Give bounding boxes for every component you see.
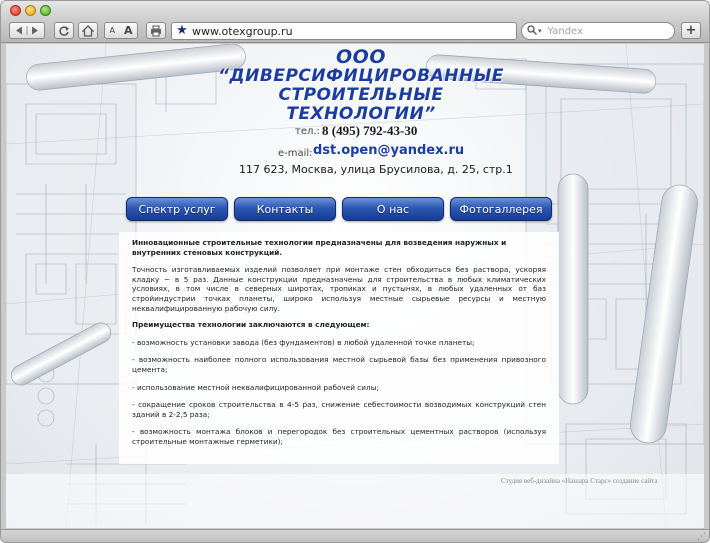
- new-tab-button[interactable]: +: [681, 22, 701, 39]
- studio-credit-link[interactable]: Студия веб-дизайна «Нашара Старс» создание сайта: [501, 477, 658, 485]
- search-icon: [527, 25, 537, 38]
- email-link[interactable]: dst.open@yandex.ru: [313, 143, 465, 158]
- description-paragraph: Точность изготавливаемых изделий позволяет при монтаже стен обходиться без раствора, ускоряя кладку ~ в 5 раз. Данные конструкции предназначены для строительства в любых климатических условиях, в том числе в северных широтах, тропиках и пустынях, в любых удаленных от баз стройиндустрии точках планеты, широко используя местные сырьевые ресурсы и местную неквалифицированную рабочую силу.: [132, 265, 546, 313]
- close-window-button[interactable]: [10, 5, 21, 16]
- company-name-line-2: СТРОИТЕЛЬНЫЕ: [278, 85, 444, 105]
- status-bar: [1, 529, 709, 543]
- company-prefix: ООО: [336, 46, 386, 68]
- url-text: www.otexgroup.ru: [192, 24, 293, 38]
- main-navigation: [126, 197, 556, 223]
- advantage-item: - сокращение сроков строительства в 4-5 раз, снижение себестоимости возводимых конструкций стен зданий в 2-2,5 раза;: [132, 400, 546, 419]
- advantages-heading: Преимущества технологии заключаются в следующем:: [132, 320, 370, 330]
- advantage-item: - использование местной неквалифицированной рабочей силы;: [132, 382, 379, 392]
- advantage-item: - возможность монтажа блоков и перегородок без строительных цементных растворов (используя строительные монтажные герметики);: [132, 427, 546, 446]
- text-size-control: [104, 22, 138, 39]
- resize-grip-icon[interactable]: ⋰: [697, 532, 706, 542]
- minimize-window-button[interactable]: [25, 5, 36, 16]
- nav-contacts-button[interactable]: Контакты: [234, 197, 336, 221]
- printer-icon: [150, 25, 162, 37]
- back-forward-button[interactable]: [9, 22, 45, 39]
- bookmark-star-icon[interactable]: ★: [176, 23, 188, 38]
- home-button[interactable]: [78, 22, 98, 39]
- reload-icon: [58, 25, 70, 37]
- company-name-line-3: ТЕХНОЛОГИИ”: [286, 104, 436, 124]
- contact-block: [6, 44, 704, 184]
- page-content: [6, 44, 704, 528]
- main-text-panel: [119, 232, 559, 464]
- reload-button[interactable]: [54, 22, 74, 39]
- advantage-item: - возможность установки завода (без фундаментов) в любой удаленной точке планеты;: [132, 337, 475, 347]
- phone-label: тел.:: [295, 126, 320, 137]
- nav-services-button[interactable]: Спектр услуг: [126, 197, 228, 221]
- text-bigger-button[interactable]: A: [123, 24, 133, 37]
- email-label: e-mail:: [278, 148, 313, 159]
- nav-about-button[interactable]: О нас: [342, 197, 444, 221]
- zoom-window-button[interactable]: [40, 5, 51, 16]
- search-placeholder: Yandex: [547, 25, 583, 37]
- advantage-item: - возможность наиболее полного использования местной сырьевой базы без применения привозного цемента;: [132, 355, 546, 374]
- company-name-line-1: “ДИВЕРСИФИЦИРОВАННЫЕ: [218, 66, 504, 86]
- phone-number: 8 (495) 792-43-30: [322, 123, 418, 138]
- browser-toolbar: [1, 19, 709, 43]
- address-bar[interactable]: [171, 22, 517, 40]
- back-forward-arrows-icon: [12, 25, 42, 36]
- intro-text: Инновационные строительные технологии предназначены для возведения наружных и внутренних стеновых конструкций.: [132, 238, 507, 257]
- print-button[interactable]: [146, 22, 166, 39]
- title-bar: [1, 1, 709, 19]
- address-text: 117 623, Москва, улица Брусилова, д. 25, стр.1: [239, 163, 513, 176]
- nav-gallery-button[interactable]: Фотогаллерея: [450, 197, 552, 221]
- text-smaller-button[interactable]: A: [109, 26, 115, 35]
- home-icon: [82, 25, 94, 37]
- search-field[interactable]: [521, 22, 675, 40]
- search-dropdown-icon: ▾: [538, 27, 542, 35]
